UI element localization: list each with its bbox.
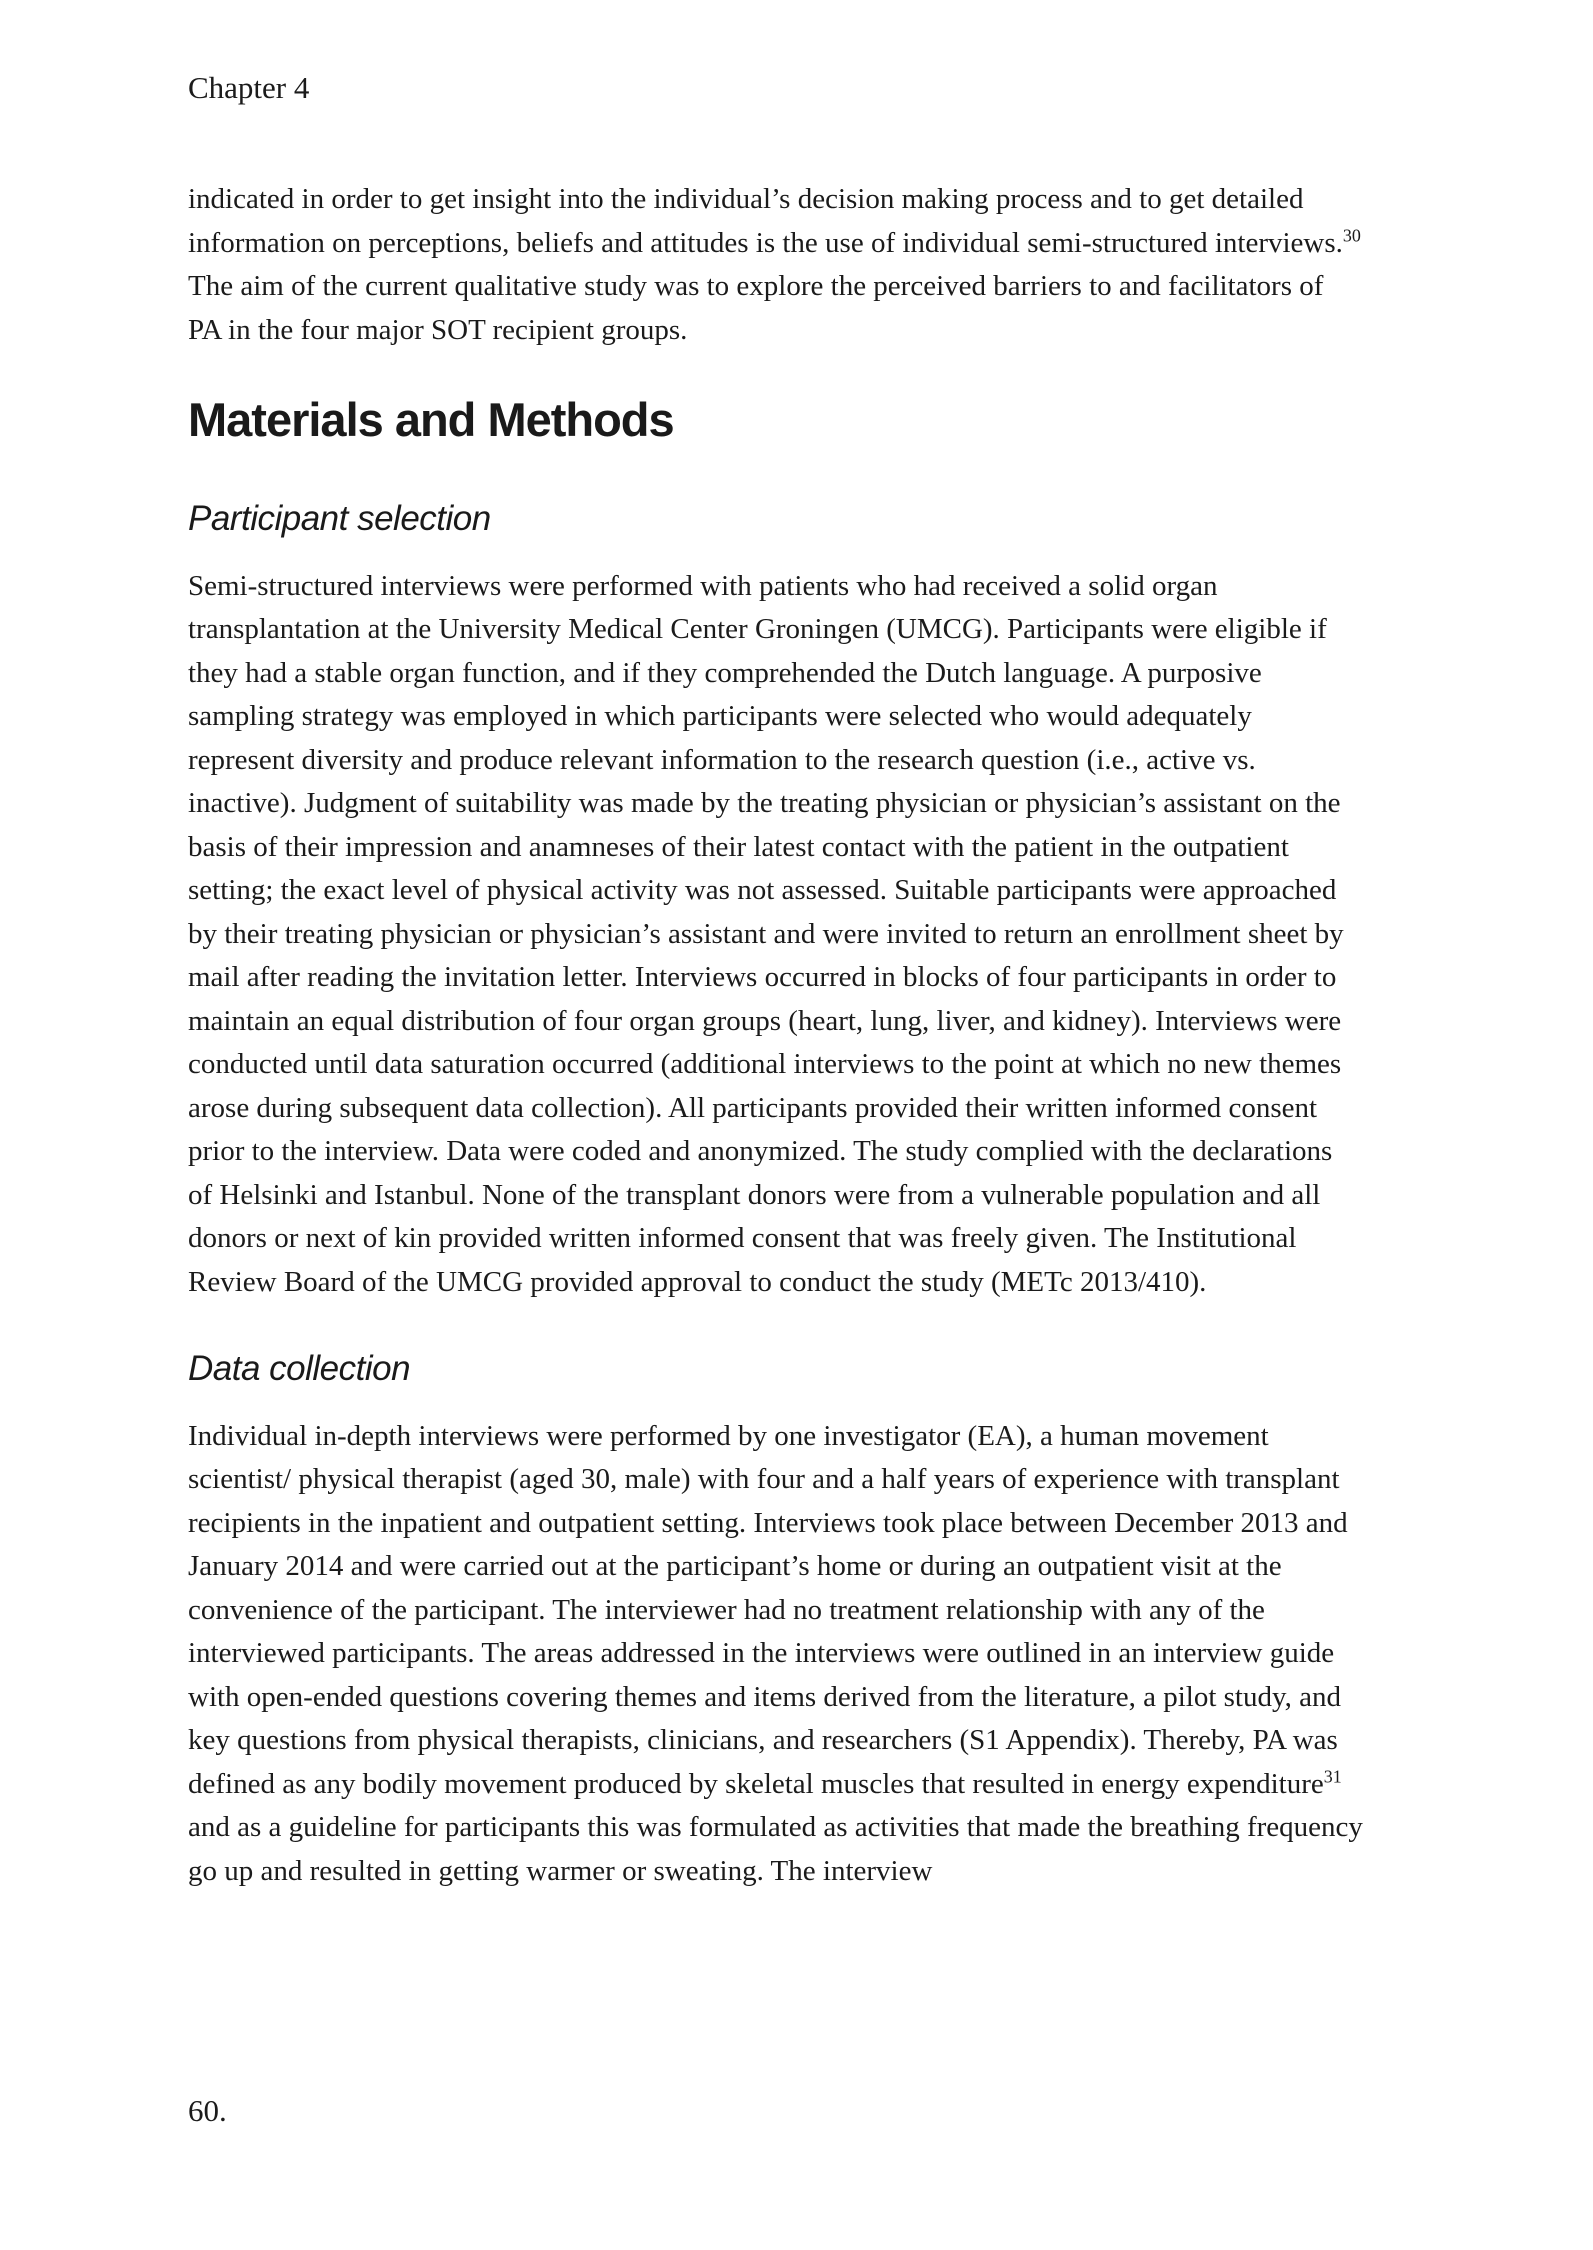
data-collection-paragraph: Individual in-depth interviews were performed by one investigator (EA), a human movement scientist/ physical therapist (aged 30, male) with four and a half years of experience with transplant recipients in the inpatient and outpatient setting. Interviews took place between December 2013 and January 2014 and were carried out at the participant’s home or during an outpatient visit at the convenience of the participant. The interviewer had no treatment relationship with any of the interviewed participants. The areas addressed in the interviews were outlined in an interview guide with open-ended questions covering themes and items derived from the literature, a pilot study, and key questions from physical therapists, clinicians, and researchers (S1 Appendix). Thereby, PA was defined as any bodily movement produced by skeletal muscles that resulted in energy expenditure$^{31}$ and as a guideline for participants this was formulated as activities that made the breathing frequency go up and resulted in getting warmer or sweating. The interview (188, 1419, 1363, 1887)
intro-paragraph: indicated in order to get insight into the individual’s decision making process and to get detailed information on perceptions, beliefs and attitudes is the use of individual semi-structured interviews.$^{30}$ The aim of the current qualitative study was to explore the perceived barriers to and facilitators of PA in the four major SOT recipient groups. (188, 183, 1361, 346)
page-number: 60. (188, 2093, 227, 2128)
page-content (188, 0, 1363, 1893)
subsection-heading-data-collection: Data collection (188, 1349, 411, 1389)
subsection-heading-participant-selection: Participant selection (188, 499, 491, 539)
section-title-materials-and-methods: Materials and Methods (188, 393, 674, 447)
running-header: Chapter 4 (188, 70, 310, 105)
participant-selection-paragraph: Semi-structured interviews were performed with patients who had received a solid organ transplantation at the University Medical Center Groningen (UMCG). Participants were eligible if they had a stable organ function, and if they comprehended the Dutch language. A purposive sampling strategy was employed in which participants were selected who would adequately represent diversity and produce relevant information to the research question (i.e., active vs. inactive). Judgment of suitability was made by the treating physician or physician’s assistant on the basis of their impression and anamneses of their latest contact with the patient in the outpatient setting; the exact level of physical activity was not assessed. Suitable participants were approached by their treating physician or physician’s assistant and were invited to return an enrollment sheet by mail after reading the invitation letter. Interviews occurred in blocks of four participants in order to maintain an equal distribution of four organ groups (heart, lung, liver, and kidney). Interviews were conducted until data saturation occurred (additional interviews to the point at which no new themes arose during subsequent data collection). All participants provided their written informed consent prior to the interview. Data were coded and anonymized. The study complied with the declarations of Helsinki and Istanbul. None of the transplant donors were from a vulnerable population and all donors or next of kin provided written informed consent that was freely given. The Institutional Review Board of the UMCG provided approval to conduct the study (METc 2013/410). (188, 569, 1344, 1298)
